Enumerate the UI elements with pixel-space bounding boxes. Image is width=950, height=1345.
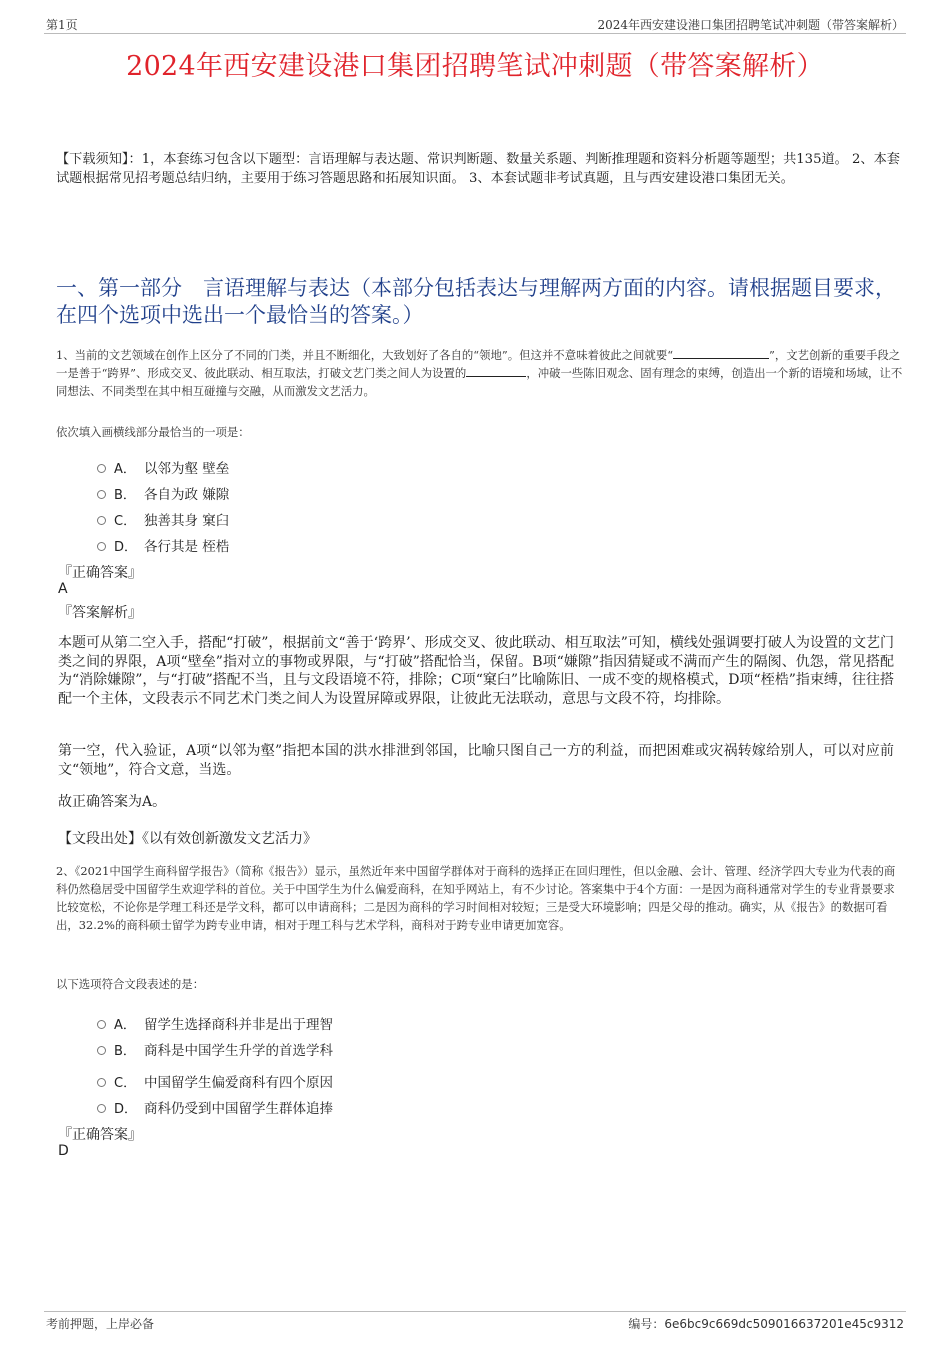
q2-option-a[interactable] <box>97 1013 333 1033</box>
option-text: 中国留学生偏爱商科有四个原因 <box>144 1075 333 1091</box>
blank-1 <box>673 346 769 359</box>
radio-icon[interactable] <box>97 490 106 499</box>
q1-analysis-paragraph-3: 故正确答案为A。 <box>58 794 167 810</box>
page-number: 第1页 <box>46 18 78 32</box>
question-2-text: 2、《2021中国学生商科留学报告》（简称《报告》）显示，虽然近年来中国留学群体对于商科的选择正在回归理性，但以金融、会计、管理、经济学四大专业为代表的商科仍然稳居受中国留学生欢迎学科的首位。关于中国学生为什么偏爱商科，在知乎网站上，有不少讨论。答案集中于4个方面：一是因为商科通常对学生的专业背景要求比较宽松，不论你是学理工科还是学文科，都可以申请商科；二是因为商科的学习时间相对较短；三是受大环境影响；四是父母的推动。确实，从《报告》的数据可看出，32.2%的商科硕士留学为跨专业申请，相对于理工科与艺术学科，商科对于跨专业申请更加宽容。 <box>56 864 896 932</box>
radio-icon[interactable] <box>97 464 106 473</box>
download-notice: 【下载须知】：1，本套练习包含以下题型：言语理解与表达题、常识判断题、数量关系题、判断推理题和资料分析题等题型；共135道。 2、本套试题根据常见招考题总结归纳，主要用于练习答题思路和拓展知识面。 3、本套试题非考试真题，且与西安建设港口集团无关。 <box>56 152 900 186</box>
footer-slogan: 考前押题，上岸必备 <box>46 1317 155 1331</box>
document-title: 2024年西安建设港口集团招聘笔试冲刺题（带答案解析） <box>126 51 824 82</box>
question-1-text-part-b: ”，文艺创新的重要手段之一是善于“跨界”、形成交叉、彼此联动、相互取法，打破文艺门类之间人为设置的 <box>56 348 901 380</box>
option-text: 以邻为壑 壁垒 <box>144 461 230 477</box>
option-letter: C． <box>114 1076 137 1091</box>
q1-analysis-label: 『答案解析』 <box>58 605 142 621</box>
question-1-text <box>56 346 906 400</box>
q1-correct-answer: A <box>58 581 68 597</box>
q1-option-c[interactable] <box>97 509 229 529</box>
q1-option-d[interactable] <box>97 535 229 555</box>
header-doc-title: 2024年西安建设港口集团招聘笔试冲刺题（带答案解析） <box>597 18 904 32</box>
option-letter: D． <box>114 540 138 555</box>
radio-icon[interactable] <box>97 1020 106 1029</box>
footer-code-value: 6e6bc9c669dc509016637201e45c9312 <box>664 1317 904 1331</box>
option-letter: D． <box>114 1102 138 1117</box>
option-letter: C． <box>114 514 137 529</box>
radio-icon[interactable] <box>97 1104 106 1113</box>
question-1-text-part-a: 1、当前的文艺领域在创作上区分了不同的门类，并且不断细化，大致划好了各自的“领地”。但这并不意味着彼此之间就要“ <box>56 348 674 362</box>
option-letter: A． <box>114 1018 136 1033</box>
q1-correct-label: 『正确答案』 <box>58 565 142 581</box>
option-text: 独善其身 窠臼 <box>144 513 230 529</box>
section-heading: 一、第一部分 言语理解与表达（本部分包括表达与理解两方面的内容。请根据题目要求，在四个选项中选出一个最恰当的答案。） <box>56 276 896 327</box>
radio-icon[interactable] <box>97 542 106 551</box>
header-divider <box>44 33 906 34</box>
footer-divider <box>44 1311 906 1312</box>
q1-source: 【文段出处】《以有效创新激发文艺活力》 <box>58 831 317 847</box>
option-text: 各行其是 桎梏 <box>144 539 230 555</box>
footer-code-label: 编号： <box>628 1317 665 1331</box>
option-text: 商科是中国学生升学的首选学科 <box>144 1043 333 1059</box>
q1-option-b[interactable] <box>97 483 229 503</box>
radio-icon[interactable] <box>97 1046 106 1055</box>
q1-analysis-paragraph-2: 第一空，代入验证，A项“以邻为壑”指把本国的洪水排泄到邻国，比喻只图自己一方的利益，而把困难或灾祸转嫁给别人，可以对应前文“领地”，符合文意，当选。 <box>58 743 894 778</box>
option-letter: A． <box>114 462 136 477</box>
option-text: 留学生选择商科并非是出于理智 <box>144 1017 333 1033</box>
question-1-prompt: 依次填入画横线部分最恰当的一项是： <box>56 425 250 439</box>
q2-option-c[interactable] <box>97 1071 333 1091</box>
question-2-prompt: 以下选项符合文段表述的是： <box>56 977 205 991</box>
option-text: 各自为政 嫌隙 <box>144 487 230 503</box>
blank-2 <box>466 364 526 377</box>
option-letter: B． <box>114 1044 136 1059</box>
option-text: 商科仍受到中国留学生群体追捧 <box>144 1101 333 1117</box>
option-letter: B． <box>114 488 136 503</box>
q1-analysis-paragraph-1: 本题可从第二空入手，搭配“打破”，根据前文“善于‘跨界’、形成交叉、彼此联动、相互取法”可知，横线处强调要打破人为设置的文艺门类之间的界限，A项“壁垒”指对立的事物或界限，与“打破”搭配恰当，保留。B项“嫌隙”指因猜疑或不满而产生的隔阂、仇怨，常见搭配为“消除嫌隙”，与“打破”搭配不当，且与文段语境不符，排除；C项“窠臼”比喻陈旧、一成不变的规格模式，D项“桎梏”指束缚，往往搭配一个主体，文段表示不同艺术门类之间人为设置屏障或界限，让彼此无法联动，意思与文段不符，均排除。 <box>58 635 894 707</box>
radio-icon[interactable] <box>97 516 106 525</box>
q2-correct-label: 『正确答案』 <box>58 1127 142 1143</box>
q2-option-b[interactable] <box>97 1039 333 1059</box>
q2-option-d[interactable] <box>97 1097 333 1117</box>
footer-code <box>628 1315 904 1332</box>
question-1-text-part-c: ，冲破一些陈旧观念、固有理念的束缚，创造出一个新的语境和场域，让不同想法、不同类型在其中相互碰撞与交融，从而激发文艺活力。 <box>56 366 903 398</box>
q1-option-a[interactable] <box>97 457 229 477</box>
q2-correct-answer: D <box>58 1143 69 1159</box>
radio-icon[interactable] <box>97 1078 106 1087</box>
